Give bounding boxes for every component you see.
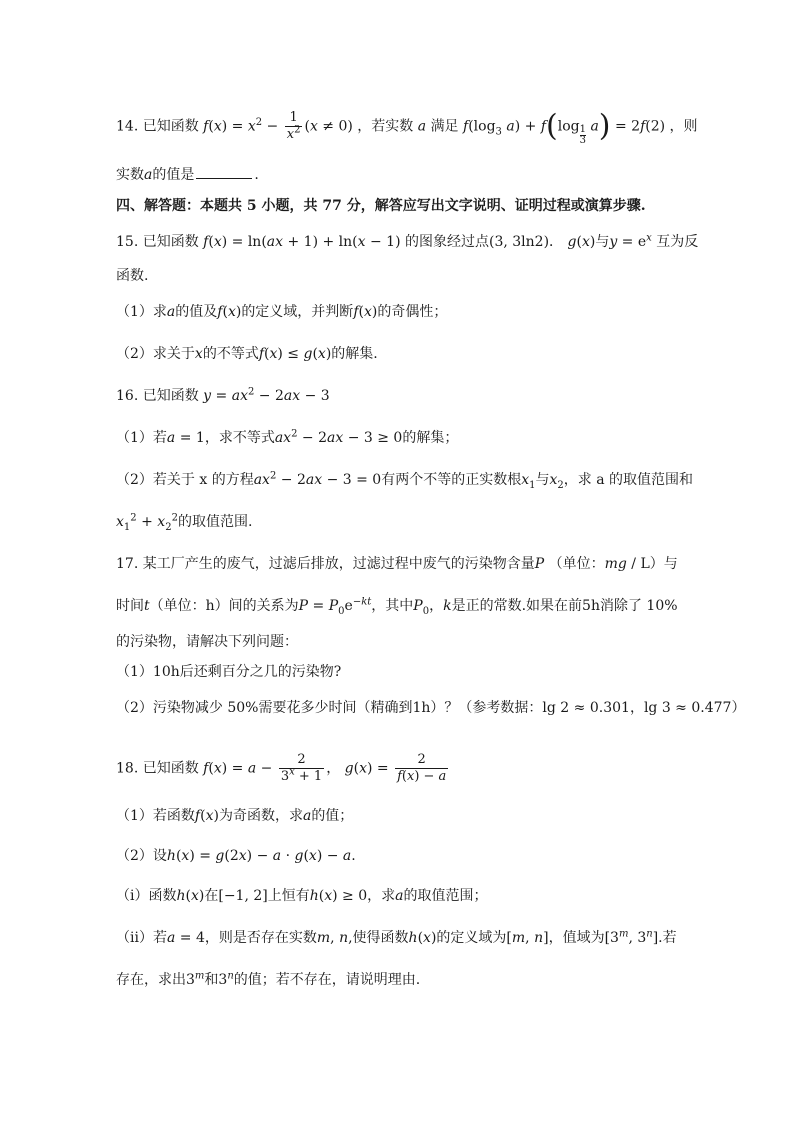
question-15-line-1: 15. 已知函数 f(x) = ln(ax + 1) + ln(x − 1) 的图象经过点(3, 3ln2)． g(x)与$y = e^x$ 互为反 xyxy=(116,232,699,250)
answer-blank xyxy=(196,164,252,179)
question-number: 18. xyxy=(116,760,139,777)
question-18-part-2-ii: （ii）若a = 4，则是否存在实数m, n,使得函数h(x)的定义域为[m, n]，值域为[3$^m$, 3$^n$].若 xyxy=(116,928,677,946)
section-heading: 四、解答题：本题共 5 小题，共 77 分，解答应写出文字说明、证明过程或演算步骤. xyxy=(116,198,646,214)
question-16-part-2: （2）若关于 x 的方程$ax^2 - 2ax - 3 = 0$有两个不等的正实数根$x_1$与$x_2$，求 a 的取值范围和 xyxy=(116,470,694,491)
question-17-line-2: 时间t（单位：h）间的关系为$P = P_0e^{-kt}$，其中$P_0$，k是正的常数.如果在前5h消除了 10% xyxy=(116,596,678,617)
question-17-line-3: 的污染物，请解决下列问题： xyxy=(116,634,298,650)
fraction: $\frac{2}{f(x) - a}$ xyxy=(397,752,447,784)
question-14-line-2: 实数a的值是 . xyxy=(116,164,259,185)
question-number: 16. xyxy=(116,388,139,404)
question-18-part-2-ii-line-2: 存在，求出3$^m$和3$^n$的值；若不存在，请说明理由. xyxy=(116,970,421,988)
question-number: 14. xyxy=(116,118,139,135)
question-16-part-2-line-2: $x_1^2 + x_2^2$的取值范围. xyxy=(116,512,253,533)
log-base-fraction: $\frac{1}{3}$ xyxy=(579,123,586,146)
question-number: 17. xyxy=(116,556,139,572)
question-18-part-1: （1）若函数f(x)为奇函数，求a的值； xyxy=(116,808,354,824)
question-14-line-1: 14. 已知函数 $f(x) = x^2$ − $\frac{1}{x^2}$ (x ≠ 0) ，若实数 a 满足 $f(\log_3$ a) + f(log $\frac{1}{3}$ a) = 2f(2) ，则 xyxy=(116,108,698,146)
question-17-part-1: （1）10h后还剩百分之几的污染物? xyxy=(116,664,342,680)
question-16-line-1: 16. 已知函数 $y = ax^2 - 2ax - 3$ xyxy=(116,386,330,404)
question-16-part-1: （1）若a = 1，求不等式$ax^2 - 2ax - 3 \ge 0$的解集； xyxy=(116,428,459,446)
question-18-line-1: 18. 已知函数 f(x) = a − $\frac{2}{3^x + 1}$ ， g(x) = $\frac{2}{f(x) - a}$ xyxy=(116,752,447,784)
question-15-line-2: 函数. xyxy=(116,268,149,284)
question-15-part-1: （1）求a的值及f(x)的定义域，并判断f(x)的奇偶性； xyxy=(116,304,448,320)
question-18-part-2: （2）设h(x) = g(2x) − a · g(x) − a. xyxy=(116,848,356,864)
question-18-part-2-i: （i）函数h(x)在[−1, 2]上恒有h(x) ≥ 0，求a的取值范围； xyxy=(116,888,488,904)
question-17-part-2: （2）污染物减少 50%需要花多少时间（精确到1h）？（参考数据：lg 2 ≈ 0.301，lg 3 ≈ 0.477） xyxy=(116,700,746,716)
question-17-line-1: 17. 某工厂产生的废气，过滤后排放，过滤过程中废气的污染物含量P （单位：mg / L）与 xyxy=(116,556,678,572)
question-15-part-2: （2）求关于x的不等式f(x) ≤ g(x)的解集. xyxy=(116,346,378,362)
fraction: $\frac{2}{3^x + 1}$ xyxy=(280,752,323,784)
fraction: $\frac{1}{x^2}$ xyxy=(286,110,301,142)
question-number: 15. xyxy=(116,234,139,250)
